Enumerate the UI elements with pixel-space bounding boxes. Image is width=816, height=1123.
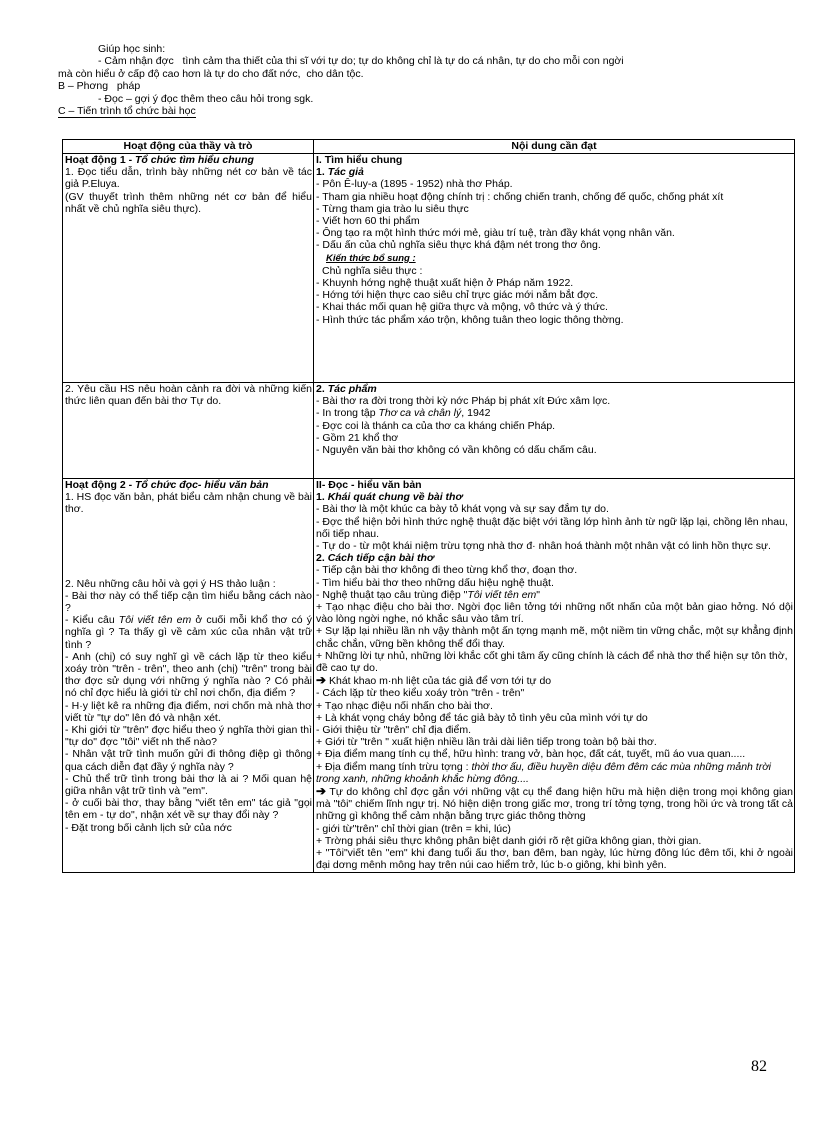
content-line: - Đợc coi là thánh ca của thơ ca kháng chiến Pháp. bbox=[316, 419, 556, 432]
content-line: - Tìm hiểu bài thơ theo những dấu hiệu nghệ thuật. bbox=[316, 576, 554, 589]
content-line: + Địa điểm mang tính cụ thể, hữu hình: trang vở, bàn học, đất cát, tuyết, mũ áo vua quan..... bbox=[316, 748, 746, 761]
intro-line: - Cảm nhận đợc tình cảm tha thiết của thi sĩ với tự do; tự do không chỉ là tự do cá nhân, tự do cho mỗi con ngời bbox=[98, 55, 624, 68]
refrain-text: Tôi viết tên em bbox=[118, 614, 192, 627]
activity-title: Hoạt động 2 - bbox=[65, 479, 135, 491]
content-line: + Tạo nhạc điệu cho bài thơ. Ngời đọc liên tởng tới những nốt nhấn của một bản giao hởng. Nó dội vào lòng ngời nghe, nó khắc sâu vào tâm trí. bbox=[316, 601, 793, 626]
content-line: + Tạo nhạc điệu nối nhấn cho bài thơ. bbox=[316, 699, 493, 712]
table-header-row bbox=[63, 140, 795, 154]
content-line: + Trờng phái siêu thực không phân biệt danh giới rõ rệt giữa không gian, thời gian. bbox=[316, 834, 702, 847]
content-line: - Tự do - từ một khái niệm trừu tợng nhà thơ đ· nhân hoá thành một nhân vật có linh hồn thực sự. bbox=[316, 540, 771, 553]
content-line: - Tiếp cận bài thơ không đi theo từng khổ thơ, đoạn thơ. bbox=[316, 564, 578, 577]
activity-cell bbox=[63, 383, 314, 479]
content-line: - Nghệ thuật tạo câu trùng điệp " bbox=[316, 588, 468, 601]
content-line: - Cách lặp từ theo kiểu xoáy tròn "trên - trên" bbox=[316, 687, 525, 700]
subsection-title: Tác giả bbox=[327, 166, 364, 179]
lesson-intro bbox=[58, 43, 793, 118]
content-line: - Hình thức tác phẩm xáo trộn, không tuân theo logic thông thờng. bbox=[316, 313, 624, 326]
content-line: - Bài thơ ra đời trong thời kỳ nớc Pháp bị phát xít Đức xâm lợc. bbox=[316, 395, 611, 408]
intro-heading: B – Phơng pháp bbox=[58, 80, 141, 93]
content-line: Khát khao m·nh liệt của tác giả để vơn tới tự do bbox=[326, 675, 552, 688]
activity-text: ở cuối mỗi khổ thơ có ý nghĩa gì ? Ta thấy gì về cảm xúc của nhân vật trữ tình ? bbox=[65, 614, 312, 651]
content-line: - Hớng tới hiện thực cao siêu chỉ trực giác mới nắm bắt đợc. bbox=[316, 289, 599, 302]
arrow-right-icon: ➔ bbox=[316, 784, 327, 799]
header-teacher-student: Hoạt động của thầy và trò bbox=[63, 140, 314, 154]
intro-line: - Đọc – gợi ý đọc thêm theo câu hỏi trong sgk. bbox=[98, 92, 314, 105]
content-line: - Pôn Ê-luy-a (1895 - 1952) nhà thơ Pháp. bbox=[316, 178, 513, 191]
supplement-title: Kiến thức bổ sung : bbox=[326, 252, 416, 264]
content-line: + Là khát vọng cháy bỏng để tác giả bày tỏ tình yêu của mình với tự do bbox=[316, 711, 648, 724]
activity-text: 1. Đọc tiểu dẫn, trình bày những nét cơ bản về tác giả P.Eluya. bbox=[65, 166, 312, 191]
subsection-number: 2. bbox=[316, 383, 328, 395]
content-cell bbox=[314, 479, 795, 873]
abstract-places: thời thơ ấu, điều huyền diệu đêm đêm các mùa những mảnh trời trong xanh, những khoảnh khắc hừng đông.... bbox=[316, 760, 771, 785]
content-line: , 1942 bbox=[461, 407, 491, 420]
content-line: + "Tôi"viết tên "em" khi đang tuổi ấu thơ, ban đêm, ban ngày, lúc hừng đông lúc đêm tối, khi ở ngoài đại dơng mênh mông hay trên núi cao hiểm trở, lúc b·o giông, khi bình yên. bbox=[316, 847, 793, 872]
activity-title: Tổ chức đọc- hiểu văn bản bbox=[135, 479, 269, 491]
table-row bbox=[63, 383, 795, 479]
content-line: - Từng tham gia trào lu siêu thực bbox=[316, 202, 469, 215]
activity-text: - Bài thơ này có thể tiếp cận tìm hiểu bằng cách nào ? bbox=[65, 589, 312, 615]
activity-title: Hoạt động 1 - bbox=[65, 154, 135, 166]
content-line: - Viết hơn 60 thi phẩm bbox=[316, 215, 420, 228]
content-line: - Nguyên văn bài thơ không có vần không có dấu chấm câu. bbox=[316, 444, 597, 457]
content-line: - Bài thơ là một khúc ca bày tỏ khát vọng và sự say đắm tự do. bbox=[316, 503, 609, 516]
content-line: Tự do không chỉ đợc gắn với những vật cụ thể đang hiện hữu mà hiện diện trong mọi không gian mà "tôi" chiếm lĩnh ngự trị. Nó hiện diện trong giấc mơ, trong trí tởng tợng, trong hồi ức và trong tất cả những gì không thể cảm nhận bằng trực giác thông thờng bbox=[316, 786, 793, 823]
activity-text: - Anh (chị) có suy nghĩ gì về cách lặp từ theo kiểu xoáy tròn "trên - trên", theo anh (chị) "trên" trong bài thơ đợc sử dụng với những ý nghĩa nào ? Có phải nó chỉ đợc hiểu là giới từ chỉ nơi chốn, địa điểm ? bbox=[65, 650, 312, 700]
subsection-title: Tác phẩm bbox=[327, 383, 377, 395]
subsection-number: 1. bbox=[316, 166, 328, 179]
section-title: II- Đọc - hiểu văn bản bbox=[316, 479, 422, 491]
content-line: - Dấu ấn của chủ nghĩa siêu thực khá đậm nét trong thơ ông. bbox=[316, 239, 601, 252]
content-line: " bbox=[536, 588, 541, 601]
activity-text: - Khi giới từ "trên" đợc hiểu theo ý nghĩa thời gian thì "tự do" đợc "tôi" viết nh thế nào? bbox=[65, 724, 312, 749]
page-number: 82 bbox=[751, 1058, 767, 1075]
content-line: Chủ nghĩa siêu thực : bbox=[322, 264, 423, 277]
collection-title: Thơ ca và chân lý bbox=[378, 407, 462, 420]
activity-title: Tổ chức tìm hiểu chung bbox=[135, 154, 254, 166]
intro-line: mà còn hiểu ở cấp độ cao hơn là tự do cho đất nớc, cho dân tộc. bbox=[58, 67, 364, 80]
content-line: - Đợc thể hiện bởi hình thức nghệ thuật đặc biệt với tầng lớp hình ảnh từ ngữ lặp lại, chồng lên nhau, nối tiếp nhau. bbox=[316, 515, 788, 540]
content-line: - Tham gia nhiều hoạt động chính trị : chống chiến tranh, chống đế quốc, chống phát xít bbox=[316, 190, 724, 203]
content-line: - Khuynh hớng nghệ thuật xuất hiện ở Pháp năm 1922. bbox=[316, 277, 574, 290]
subsection-number: 2. bbox=[316, 552, 328, 565]
activity-text: - Kiểu câu bbox=[65, 614, 119, 627]
content-line: - Gồm 21 khổ thơ bbox=[316, 431, 399, 444]
subsection-title: Khái quát chung về bài thơ bbox=[327, 491, 463, 504]
content-line: - Giới thiệu từ "trên" chỉ địa điểm. bbox=[316, 724, 472, 737]
lesson-table bbox=[62, 139, 795, 873]
content-line: - Ông tạo ra một hình thức mới mẻ, giàu trí tuệ, tràn đầy khát vọng nhân văn. bbox=[316, 227, 675, 240]
section-title: I. Tìm hiểu chung bbox=[316, 154, 403, 166]
content-line: - giới từ"trên" chỉ thời gian (trên = khi, lúc) bbox=[316, 822, 511, 835]
content-line: + Giới từ "trên " xuất hiện nhiều lần trải dài liên tiếp trong toàn bộ bài thơ. bbox=[316, 736, 657, 749]
subsection-title: Cách tiếp cận bài thơ bbox=[327, 552, 434, 565]
refrain-text: Tôi viết tên em bbox=[467, 588, 537, 601]
content-line: + Địa điểm mang tính trừu tợng : bbox=[316, 760, 472, 773]
activity-text: - Đặt trong bối cảnh lịch sử của nớc bbox=[65, 821, 232, 834]
subsection-number: 1. bbox=[316, 491, 328, 504]
activity-text: 2. Yêu cầu HS nêu hoàn cảnh ra đời và những kiến thức liên quan đến bài thơ Tự do. bbox=[65, 383, 312, 408]
content-cell bbox=[314, 154, 795, 383]
activity-text: - Chủ thể trữ tình trong bài thơ là ai ? Mối quan hệ giữa nhân vật trữ tình và "em". bbox=[65, 772, 312, 798]
activity-text: - Nhân vật trữ tình muốn gửi đi thông điệp gì thông qua cách diễn đạt đầy ý nghĩa này ? bbox=[65, 748, 312, 773]
content-line: - In trong tập bbox=[316, 407, 379, 420]
content-line: + Những lời tự nhủ, những lời khắc cốt ghi tâm ấy cũng chính là cách để nhà thơ thể hiện sự tôn thờ, đề cao tự do. bbox=[316, 649, 788, 675]
content-line: + Sự lặp lại nhiều lần nh vậy thành một ấn tợng mạnh mẽ, một niềm tin vững chắc, một sự khẳng định chắc chắn, vững bền không thể đổi thay. bbox=[316, 625, 793, 650]
table-row bbox=[63, 154, 795, 383]
activity-cell bbox=[63, 154, 314, 383]
content-cell bbox=[314, 383, 795, 479]
content-line: - Khai thác mối quan hệ giữa thực và mộng, vô thức và ý thức. bbox=[316, 301, 608, 314]
intro-line: Giúp học sinh: bbox=[98, 43, 166, 55]
header-content: Nội dung cần đạt bbox=[314, 140, 795, 154]
activity-text: 1. HS đọc văn bản, phát biểu cảm nhận chung về bài thơ. bbox=[65, 491, 312, 516]
activity-text: (GV thuyết trình thêm những nét cơ bản để hiểu nhất về chủ nghĩa siêu thực). bbox=[65, 190, 312, 215]
activity-cell bbox=[63, 479, 314, 873]
table-row bbox=[63, 479, 795, 873]
activity-text: 2. Nêu những câu hỏi và gợi ý HS thảo luận : bbox=[65, 577, 276, 590]
arrow-right-icon: ➔ bbox=[316, 673, 327, 688]
activity-text: - H·y liệt kê ra những địa điểm, nơi chốn mà nhà thơ viết từ "tự do" lên đó và nhận xét. bbox=[65, 699, 312, 724]
intro-heading: C – Tiến trình tổ chức bài học bbox=[58, 105, 196, 118]
activity-text: - ở cuối bài thơ, thay bằng "viết tên em" tác giả "gọi tên em - tự do", nhận xét về sự thay đổi này ? bbox=[65, 797, 312, 822]
